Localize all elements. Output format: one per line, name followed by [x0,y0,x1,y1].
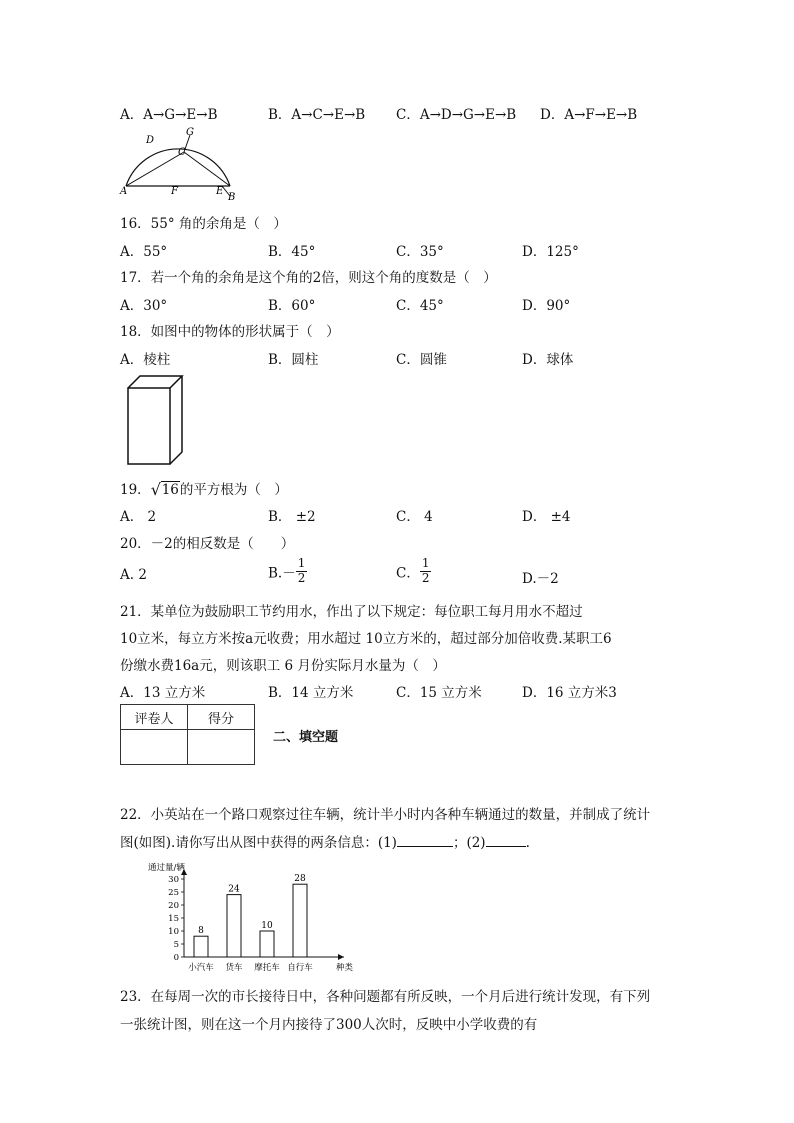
q19-option-a: A． 2 [120,509,157,525]
grading-table [120,704,255,765]
q17-option-d: D．90° [522,298,571,314]
q22-bar-chart [148,858,358,980]
fraction-half [296,557,308,586]
label-e: E [216,186,224,197]
bar-data-label: 24 [228,884,240,895]
q22-text-mid: ；(2) [452,835,486,851]
q22-line-1: 22．小英站在一个路口观察过往车辆，统计半小时内各种车辆通过的数量，并制成了统计 [120,807,651,823]
q18-stem: 18．如图中的物体的形状属于（ ） [120,324,340,340]
y-tick-label: 20 [168,901,179,911]
q19-text: 的平方根为（ ） [179,482,288,498]
q21-line-3: 份缴水费16a元，则该职工 6 月份实际月水量为（ ） [120,658,446,674]
category-label: 自行车 [287,963,313,973]
q19-number: 19． [120,482,151,498]
label-a: A [120,186,128,197]
category-label: 小汽车 [188,963,214,973]
q20-option-a: A. 2 [120,567,147,583]
q15-option-c: C．A→D→G→E→B [396,107,517,123]
bar-3 [260,931,274,957]
q16-stem: 16．55° 角的余角是（ ） [120,216,287,232]
score-header: 得分 [188,705,255,730]
score-cell [188,730,255,765]
y-tick-label: 15 [168,914,179,924]
q15-option-d: D．A→F→E→B [540,107,638,123]
x-axis-arrow [338,954,344,960]
q21-line-1: 21．某单位为鼓励职工节约用水，作出了以下规定：每位职工每月用水不超过 [120,604,583,620]
q19-stem [120,478,288,498]
q18-prism-figure [125,372,185,472]
q21-line-2: 10立米，每立方米按a元收费；用水超过 10立方米的，超过部分加倍收费.某职工6 [120,631,612,647]
category-label: 货车 [225,963,243,973]
q20-option-c-prefix: C． [396,565,420,582]
bar-4 [293,884,307,957]
q16-option-c: C．35° [396,244,444,260]
y-tick-label: 10 [168,927,179,937]
q16-option-b: B．45° [268,244,316,260]
q16-option-d: D．125° [522,244,579,260]
q21-option-a: A．13 立方米 [120,685,206,701]
q23-line-2: 一张统计图，则在这一个月内接待了300人次时，反映中小学收费的有 [120,1017,538,1033]
label-f: F [171,186,178,197]
section-title: 二、填空题 [273,730,339,745]
q20-option-c [396,557,431,586]
q19-option-c: C． 4 [396,509,433,525]
grader-header: 评卷人 [121,705,188,730]
y-tick-label: 5 [173,940,179,950]
fraction-numerator: 1 [297,556,306,570]
q21-option-d: D．16 立方米3 [522,685,617,701]
q17-option-a: A．30° [120,298,168,314]
q23-line-1: 23．在每周一次的市长接待日中，各种问题都有所反映，一个月后进行统计发现，有下列 [120,989,651,1005]
y-tick-label: 25 [168,888,179,898]
q19-option-d: D． ±4 [522,509,571,525]
q15-option-a: A．A→G→E→B [120,107,218,123]
q21-option-b: B．14 立方米 [268,685,354,701]
q22-text-start: 图(如图).请你写出从图中获得的两条信息：(1) [120,835,397,851]
y-axis-label: 通过量/辆 [148,863,185,873]
fraction-denominator: 2 [421,570,430,585]
bar-1 [194,936,208,957]
q22-line-2 [120,831,530,851]
q18-option-c: C．圆锥 [396,352,447,368]
sqrt-radicand: 16 [161,482,179,498]
answer-blank-1[interactable] [397,846,453,847]
label-g: G [186,127,194,138]
fraction-denominator: 2 [297,570,306,585]
q18-option-b: B．圆柱 [268,352,319,368]
q17-stem: 17．若一个角的余角是这个角的2倍，则这个角的度数是（ ） [120,270,497,286]
label-c: C [178,147,186,158]
q15-option-b: B．A→C→E→B [268,107,366,123]
q20-option-b [268,557,307,586]
category-label: 摩托车 [254,963,280,973]
y-tick-label: 0 [173,953,179,963]
sqrt-expression: √ 16 [150,480,179,499]
grader-cell [121,730,188,765]
q20-stem: 20．－2的相反数是（ ） [120,536,295,552]
bar-data-label: 10 [261,921,273,931]
fraction-numerator: 1 [421,556,430,570]
q22-text-end: . [525,835,530,851]
q18-option-d: D．球体 [522,352,574,368]
bar-2 [227,895,241,957]
q16-option-a: A．55° [120,244,168,260]
q19-option-b: B． ±2 [268,509,316,525]
q20-option-b-prefix: B.－ [268,565,296,582]
y-tick-label: 30 [168,875,179,885]
q21-option-c: C．15 立方米 [396,685,482,701]
x-axis-label: 种类 [336,963,354,973]
q20-option-d: D.－2 [522,571,559,587]
q18-option-a: A．棱柱 [120,352,171,368]
bar-data-label: 8 [198,926,204,937]
answer-blank-2[interactable] [486,846,526,847]
bar-data-label: 28 [294,874,306,885]
fraction-half [420,557,432,586]
label-b: B [228,192,236,202]
q15-semicircle-figure [118,126,243,206]
q17-option-b: B．60° [268,298,316,314]
q17-option-c: C．45° [396,298,444,314]
label-d: D [146,135,155,146]
